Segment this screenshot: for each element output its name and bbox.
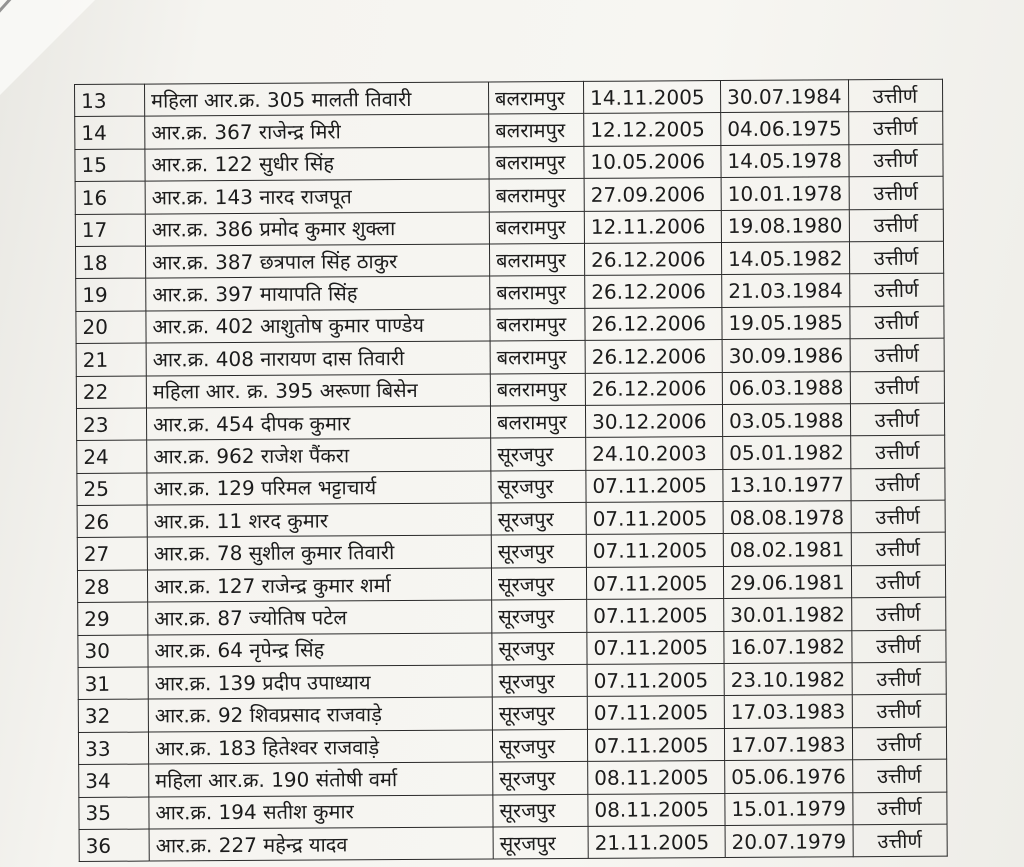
name-cell: आर.क्र. 367 राजेन्द्र मिरी <box>145 114 489 148</box>
district-cell: सूरजपुर <box>492 632 587 665</box>
table-row <box>75 79 943 117</box>
serial-number-cell: 22 <box>76 376 146 409</box>
birth-date-cell: 14.05.1978 <box>721 145 849 178</box>
name-cell: आर.क्र. 143 नारद राजपूत <box>145 179 489 213</box>
result-cell: उत्तीर्ण <box>852 695 946 728</box>
result-cell: उत्तीर्ण <box>852 759 946 792</box>
district-cell: सूरजपुर <box>491 470 586 503</box>
result-cell: उत्तीर्ण <box>849 306 943 339</box>
district-cell: सूरजपुर <box>491 567 586 600</box>
table-row <box>78 662 946 700</box>
joining-date-cell: 07.11.2005 <box>587 728 724 761</box>
joining-date-cell: 10.05.2006 <box>584 145 721 178</box>
serial-number-cell: 17 <box>75 214 145 247</box>
district-cell: बलरामपुर <box>490 341 585 374</box>
name-cell: आर.क्र. 129 परिमल भट्टाचार्य <box>147 471 491 505</box>
joining-date-cell: 12.12.2005 <box>584 113 721 146</box>
result-cell: उत्तीर्ण <box>851 565 945 598</box>
name-cell: आर.क्र. 387 छत्रपाल सिंह ठाकुर <box>145 244 489 278</box>
result-cell: उत्तीर्ण <box>848 144 942 177</box>
serial-number-cell: 35 <box>79 797 149 830</box>
joining-date-cell: 08.11.2005 <box>588 793 725 826</box>
name-cell: आर.क्र. 122 सुधीर सिंह <box>145 147 489 181</box>
table-row <box>75 241 943 279</box>
serial-number-cell: 18 <box>75 246 145 279</box>
result-cell: उत्तीर्ण <box>852 792 946 825</box>
serial-number-cell: 29 <box>78 602 148 635</box>
joining-date-cell: 24.10.2003 <box>586 437 723 470</box>
table-row <box>78 695 946 733</box>
birth-date-cell: 30.01.1982 <box>724 598 852 631</box>
result-cell: उत्तीर्ण <box>850 338 944 371</box>
district-cell: सूरजपुर <box>492 729 587 762</box>
name-cell: आर.क्र. 194 सतीश कुमार <box>149 795 493 829</box>
district-cell: बलरामपुर <box>489 146 584 179</box>
result-cell: उत्तीर्ण <box>848 112 942 145</box>
serial-number-cell: 21 <box>76 343 146 376</box>
serial-number-cell: 36 <box>79 829 149 862</box>
district-cell: सूरजपुर <box>491 502 586 535</box>
name-cell: महिला आर. क्र. 395 अरूणा बिसेन <box>146 373 490 407</box>
name-cell: महिला आर.क्र. 190 संतोषी वर्मा <box>149 762 493 796</box>
table-row <box>79 824 947 862</box>
serial-number-cell: 28 <box>77 570 147 603</box>
serial-number-cell: 26 <box>77 505 147 538</box>
result-cell: उत्तीर्ण <box>852 727 946 760</box>
district-cell: बलरामपुर <box>489 114 584 147</box>
result-cell: उत्तीर्ण <box>849 274 943 307</box>
name-cell: आर.क्र. 454 दीपक कुमार <box>146 406 490 440</box>
birth-date-cell: 05.01.1982 <box>723 436 851 469</box>
birth-date-cell: 08.02.1981 <box>723 533 851 566</box>
serial-number-cell: 34 <box>79 764 149 797</box>
serial-number-cell: 16 <box>75 181 145 214</box>
district-cell: बलरामपुर <box>490 308 585 341</box>
joining-date-cell: 07.11.2005 <box>587 599 724 632</box>
table-row <box>75 209 943 247</box>
name-cell: आर.क्र. 183 हितेश्वर राजवाड़े <box>148 730 492 764</box>
records-table <box>74 79 947 863</box>
birth-date-cell: 14.05.1982 <box>721 242 849 275</box>
joining-date-cell: 07.11.2005 <box>587 696 724 729</box>
table-row <box>77 500 945 538</box>
table-row <box>76 338 944 376</box>
serial-number-cell: 19 <box>76 278 146 311</box>
district-cell: बलरामपुर <box>489 211 584 244</box>
district-cell: सूरजपुर <box>493 826 588 859</box>
table-row <box>77 468 945 506</box>
name-cell: आर.क्र. 78 सुशील कुमार तिवारी <box>147 535 491 569</box>
name-cell: महिला आर.क्र. 305 मालती तिवारी <box>145 82 489 116</box>
result-cell: उत्तीर्ण <box>850 435 944 468</box>
joining-date-cell: 07.11.2005 <box>586 502 723 535</box>
records-table-body <box>75 79 947 862</box>
table-row <box>77 435 945 473</box>
birth-date-cell: 03.05.1988 <box>722 404 850 437</box>
serial-number-cell: 20 <box>76 311 146 344</box>
result-cell: उत्तीर्ण <box>851 597 945 630</box>
joining-date-cell: 26.12.2006 <box>584 243 721 276</box>
paper-corner-fold <box>0 0 95 95</box>
table-row <box>75 176 943 214</box>
result-cell: उत्तीर्ण <box>851 630 945 663</box>
name-cell: आर.क्र. 962 राजेश पैंकरा <box>147 438 491 472</box>
joining-date-cell: 30.12.2006 <box>585 404 722 437</box>
table-row <box>79 792 947 830</box>
birth-date-cell: 16.07.1982 <box>724 630 852 663</box>
joining-date-cell: 21.11.2005 <box>588 826 725 859</box>
birth-date-cell: 23.10.1982 <box>724 663 852 696</box>
name-cell: आर.क्र. 386 प्रमोद कुमार शुक्ला <box>145 212 489 246</box>
result-cell: उत्तीर्ण <box>849 176 943 209</box>
serial-number-cell: 27 <box>77 538 147 571</box>
result-cell: उत्तीर्ण <box>851 500 945 533</box>
name-cell: आर.क्र. 127 राजेन्द्र कुमार शर्मा <box>147 568 491 602</box>
table-row <box>78 727 946 765</box>
table-row <box>76 306 944 344</box>
birth-date-cell: 08.08.1978 <box>723 501 851 534</box>
serial-number-cell: 24 <box>77 440 147 473</box>
district-cell: बलरामपुर <box>490 373 585 406</box>
table-row <box>78 597 946 635</box>
district-cell: बलरामपुर <box>489 179 584 212</box>
district-cell: बलरामपुर <box>489 243 584 276</box>
serial-number-cell: 25 <box>77 473 147 506</box>
name-cell: आर.क्र. 92 शिवप्रसाद राजवाड़े <box>148 697 492 731</box>
name-cell: आर.क्र. 64 नृपेन्द्र सिंह <box>148 633 492 667</box>
result-cell: उत्तीर्ण <box>849 209 943 242</box>
district-cell: सूरजपुर <box>491 535 586 568</box>
serial-number-cell: 15 <box>75 149 145 182</box>
district-cell: सूरजपुर <box>493 794 588 827</box>
name-cell: आर.क्र. 397 मायापति सिंह <box>146 276 490 310</box>
serial-number-cell: 23 <box>76 408 146 441</box>
table-row <box>79 759 947 797</box>
birth-date-cell: 29.06.1981 <box>723 566 851 599</box>
joining-date-cell: 26.12.2006 <box>585 372 722 405</box>
result-cell: उत्तीर्ण <box>850 403 944 436</box>
birth-date-cell: 30.07.1984 <box>720 80 848 113</box>
serial-number-cell: 14 <box>75 116 145 149</box>
joining-date-cell: 14.11.2005 <box>583 81 720 114</box>
birth-date-cell: 15.01.1979 <box>725 792 853 825</box>
name-cell: आर.क्र. 87 ज्योतिष पटेल <box>148 600 492 634</box>
serial-number-cell: 32 <box>78 699 148 732</box>
birth-date-cell: 30.09.1986 <box>722 339 850 372</box>
district-cell: सूरजपुर <box>492 600 587 633</box>
name-cell: आर.क्र. 408 नारायण दास तिवारी <box>146 341 490 375</box>
joining-date-cell: 08.11.2005 <box>588 761 725 794</box>
birth-date-cell: 17.03.1983 <box>724 695 852 728</box>
birth-date-cell: 13.10.1977 <box>723 468 851 501</box>
joining-date-cell: 26.12.2006 <box>585 340 722 373</box>
result-cell: उत्तीर्ण <box>848 79 942 112</box>
joining-date-cell: 07.11.2005 <box>587 631 724 664</box>
birth-date-cell: 20.07.1979 <box>725 825 853 858</box>
joining-date-cell: 27.09.2006 <box>584 178 721 211</box>
name-cell: आर.क्र. 402 आशुतोष कुमार पाण्डेय <box>146 309 490 343</box>
result-cell: उत्तीर्ण <box>850 468 944 501</box>
birth-date-cell: 10.01.1978 <box>721 177 849 210</box>
serial-number-cell: 33 <box>78 732 148 765</box>
district-cell: सूरजपुर <box>492 697 587 730</box>
table-row <box>77 533 945 571</box>
table-row <box>76 274 944 312</box>
table-row <box>76 371 944 409</box>
name-cell: आर.क्र. 11 शरद कुमार <box>147 503 491 537</box>
birth-date-cell: 17.07.1983 <box>724 728 852 761</box>
birth-date-cell: 19.08.1980 <box>721 209 849 242</box>
joining-date-cell: 07.11.2005 <box>586 534 723 567</box>
result-cell: उत्तीर्ण <box>853 824 947 857</box>
joining-date-cell: 12.11.2006 <box>584 210 721 243</box>
birth-date-cell: 04.06.1975 <box>721 112 849 145</box>
birth-date-cell: 21.03.1984 <box>722 274 850 307</box>
joining-date-cell: 26.12.2006 <box>585 307 722 340</box>
table-row <box>75 144 943 182</box>
district-cell: सूरजपुर <box>491 438 586 471</box>
result-cell: उत्तीर्ण <box>851 533 945 566</box>
birth-date-cell: 05.06.1976 <box>725 760 853 793</box>
result-cell: उत्तीर्ण <box>852 662 946 695</box>
district-cell: सूरजपुर <box>492 664 587 697</box>
district-cell: सूरजपुर <box>493 762 588 795</box>
table-row <box>75 112 943 150</box>
result-cell: उत्तीर्ण <box>849 241 943 274</box>
joining-date-cell: 07.11.2005 <box>586 566 723 599</box>
table-row <box>78 630 946 668</box>
joining-date-cell: 07.11.2005 <box>587 664 724 697</box>
birth-date-cell: 19.05.1985 <box>722 307 850 340</box>
birth-date-cell: 06.03.1988 <box>722 371 850 404</box>
name-cell: आर.क्र. 139 प्रदीप उपाध्याय <box>148 665 492 699</box>
joining-date-cell: 26.12.2006 <box>585 275 722 308</box>
serial-number-cell: 13 <box>75 84 145 117</box>
table-row <box>76 403 944 441</box>
district-cell: बलरामपुर <box>490 405 585 438</box>
serial-number-cell: 31 <box>78 667 148 700</box>
serial-number-cell: 30 <box>78 635 148 668</box>
name-cell: आर.क्र. 227 महेन्द्र यादव <box>149 827 493 861</box>
result-cell: उत्तीर्ण <box>850 371 944 404</box>
district-cell: बलरामपुर <box>490 276 585 309</box>
district-cell: बलरामपुर <box>488 81 583 114</box>
table-row <box>77 565 945 603</box>
joining-date-cell: 07.11.2005 <box>586 469 723 502</box>
